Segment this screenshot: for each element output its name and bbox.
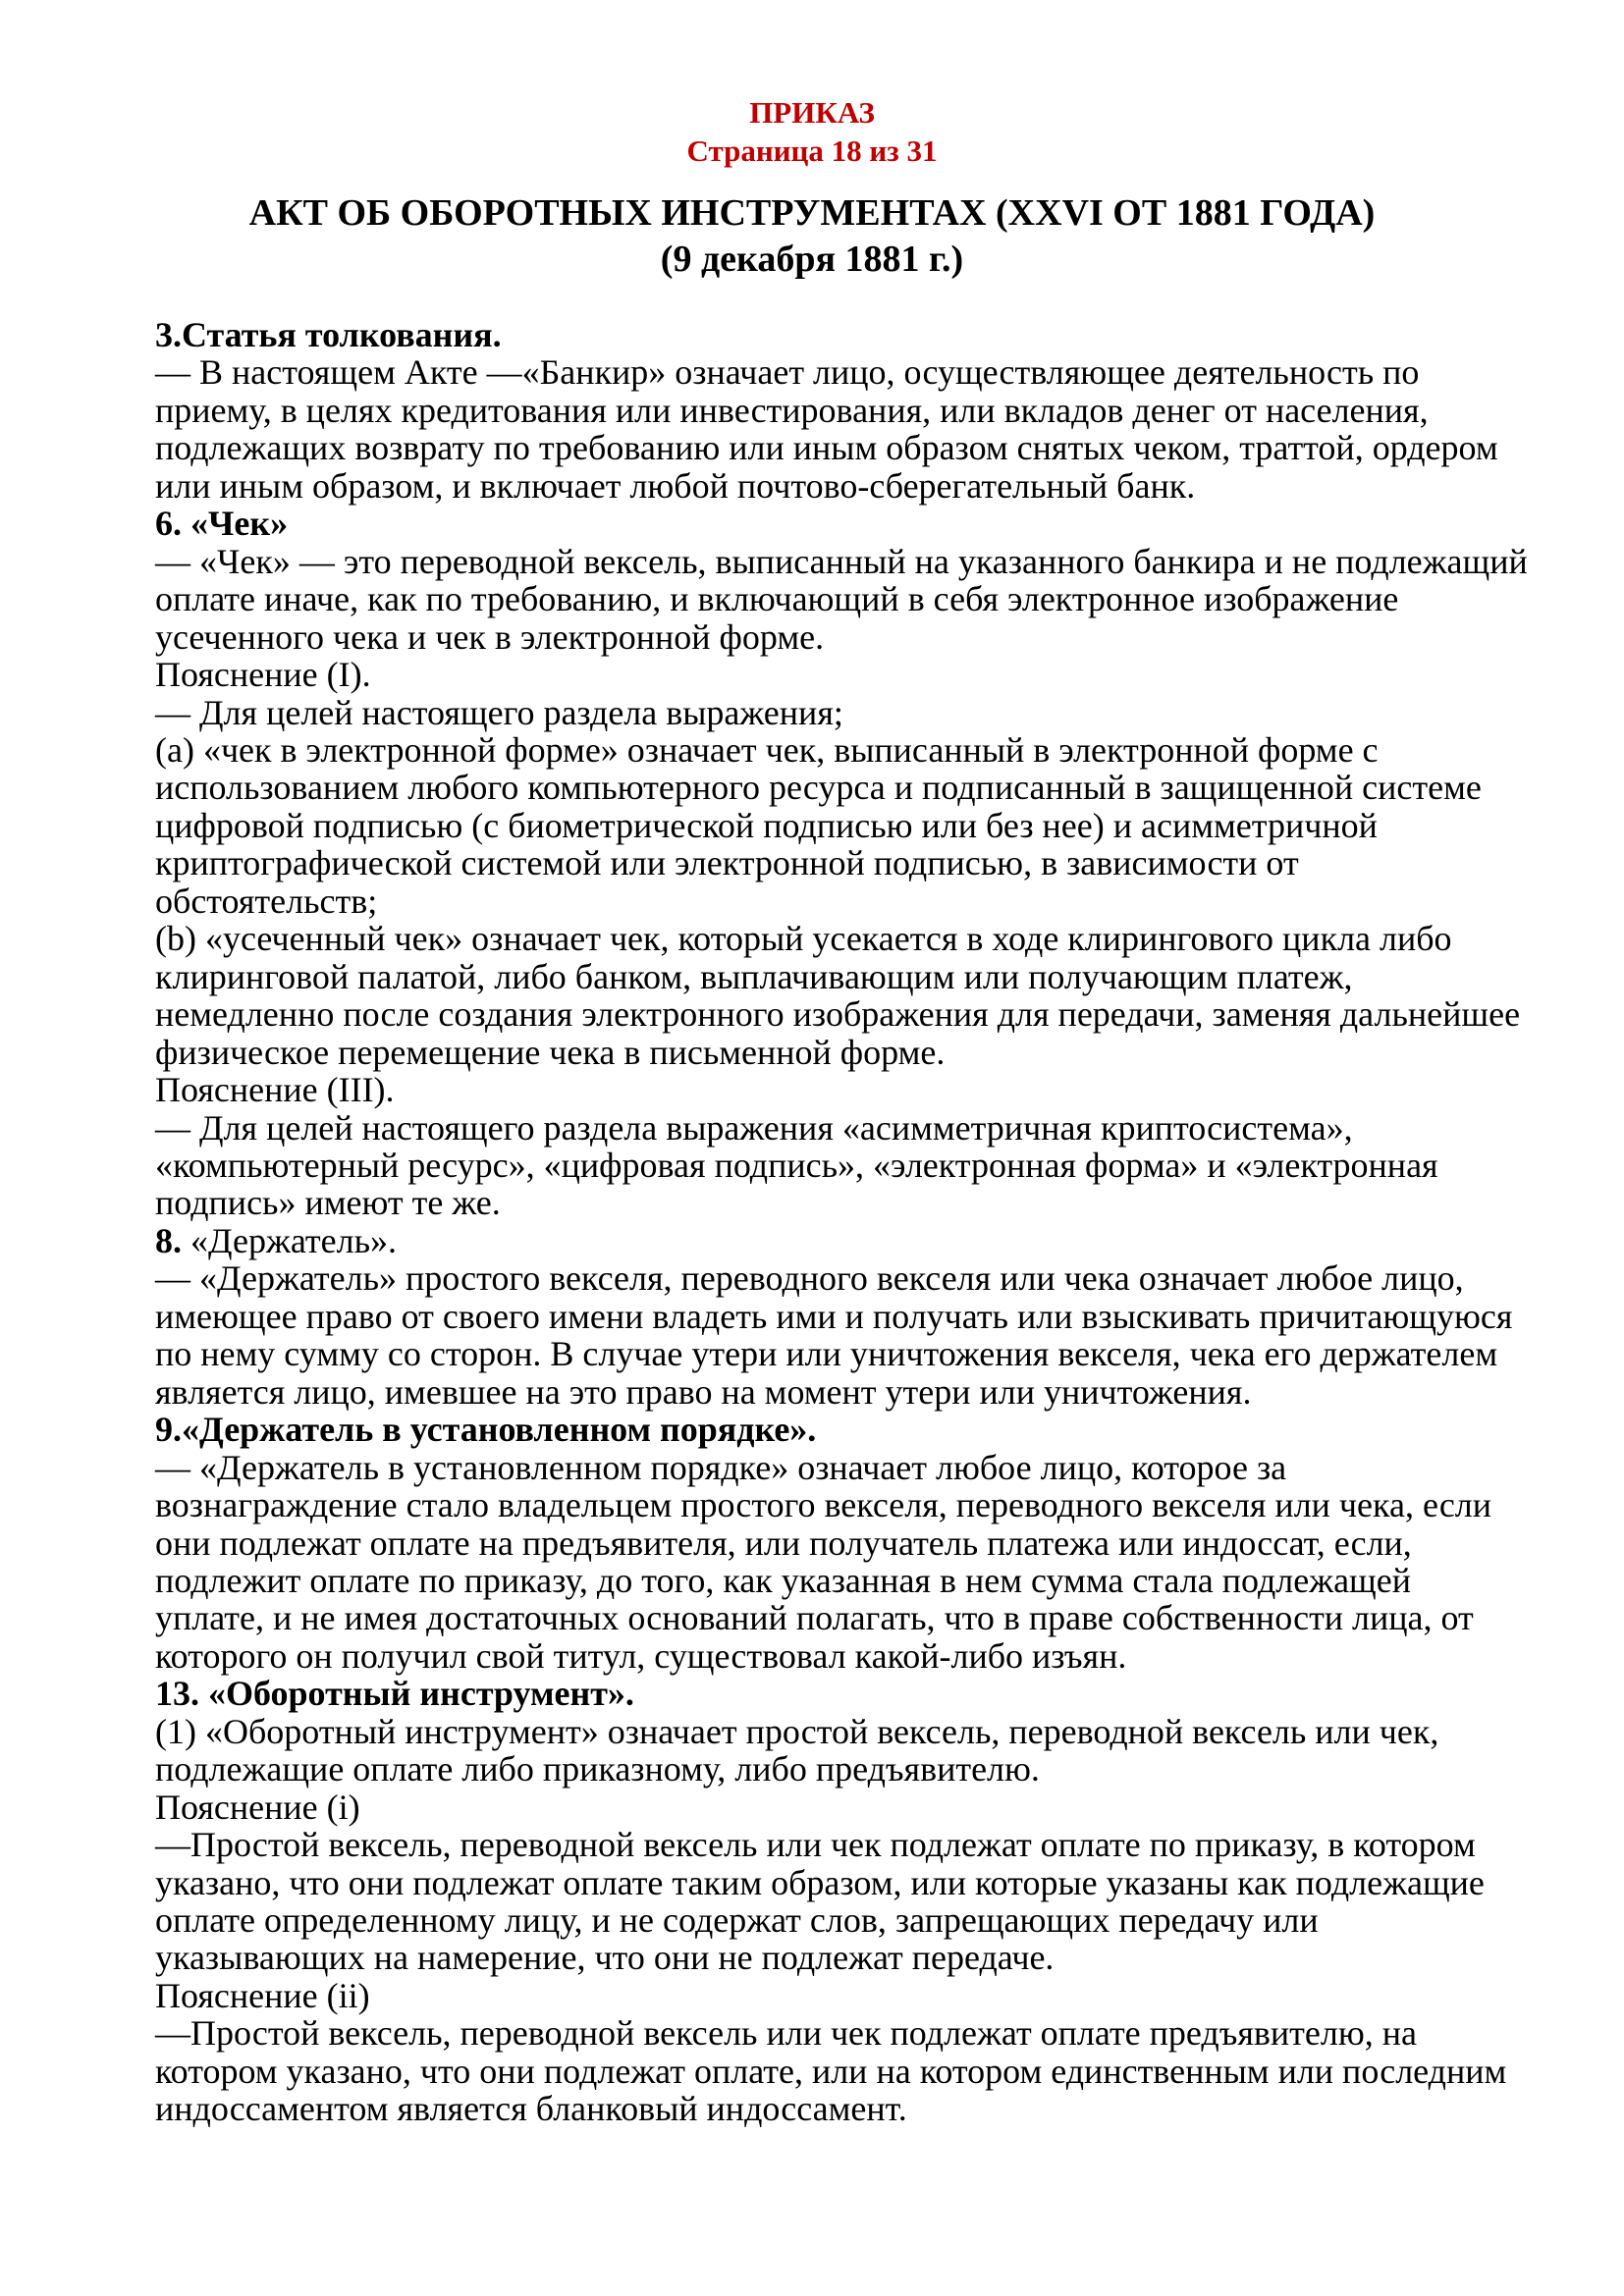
line-text: вознаграждение стало владельцем простого векселя, переводного векселя или чека, если: [155, 1485, 1492, 1525]
line-text: немедленно после создания электронного изображения для передачи, заменяя дальнейшее: [155, 994, 1521, 1035]
line-text: Пояснение (ii): [155, 1975, 370, 2015]
line-text-bold: 9.«Держатель в установленном порядке».: [155, 1410, 817, 1450]
document-line: [155, 1562, 1526, 1599]
line-text: — «Держатель» простого векселя, переводного векселя или чека означает любое лицо,: [155, 1258, 1464, 1299]
line-text: котором указано, что они подлежат оплате, или на котором единственным или последним: [155, 2051, 1507, 2091]
document-line: [155, 1637, 1526, 1675]
title-line-1: АКТ ОБ ОБОРОТНЫХ ИНСТРУМЕНТАХ (XXVI ОТ 1881 ГОДА): [248, 192, 1376, 234]
line-text: использованием любого компьютерного ресурса и подписанный в защищенной системе: [155, 768, 1482, 808]
document-line: [155, 1222, 1526, 1259]
document-line: [155, 1335, 1526, 1372]
line-text-bold: 8.: [155, 1220, 182, 1260]
header-page-indicator: Страница 18 из 31: [686, 133, 938, 168]
document-body: [155, 316, 1526, 2128]
document-line: [155, 1864, 1526, 1901]
document-line: [155, 353, 1526, 391]
line-text: которого он получил свой титул, существовал какой-либо изъян.: [155, 1635, 1127, 1676]
title-line-2: (9 декабря 1881 г.): [660, 239, 964, 280]
line-text: — Для целей настоящего раздела выражения «асимметричная криптосистема»,: [155, 1107, 1353, 1148]
document-line: [155, 882, 1526, 920]
document-line: [155, 656, 1526, 693]
line-text: уплате, и не имея достаточных оснований полагать, что в праве собственности лица, от: [155, 1598, 1474, 1638]
line-text: — «Держатель в установленном порядке» означает любое лицо, которое за: [155, 1447, 1287, 1487]
line-text: оплате иначе, как по требованию, и включающий в себя электронное изображение: [155, 579, 1399, 619]
document-line: [155, 1486, 1526, 1523]
document-line: [155, 2090, 1526, 2127]
line-text: обстоятельств;: [155, 881, 378, 921]
line-text: (b) «усеченный чек» означает чек, который усекается в ходе клирингового цикла либо: [155, 919, 1452, 959]
document-line: [155, 731, 1526, 769]
document-line: [155, 1524, 1526, 1562]
document-line: [155, 769, 1526, 806]
line-text: подлежащие оплате либо приказному, либо предъявителю.: [155, 1749, 1040, 1789]
document-line: [155, 1826, 1526, 1863]
document-line: [155, 467, 1526, 505]
document-line: [155, 505, 1526, 542]
line-text: «Держатель».: [182, 1220, 397, 1260]
line-text: Пояснение (III).: [155, 1070, 395, 1110]
document-line: [155, 543, 1526, 580]
line-text: подлежит оплате по приказу, до того, как указанная в нем сумма стала подлежащей: [155, 1560, 1412, 1600]
line-text: —Простой вексель, переводной вексель или чек подлежат оплате по приказу, в котором: [155, 1825, 1476, 1865]
document-title: [0, 190, 1624, 283]
document-line: [155, 1147, 1526, 1184]
line-text: «компьютерный ресурс», «цифровая подпись», «электронная форма» и «электронная: [155, 1145, 1438, 1185]
document-line: [155, 844, 1526, 881]
document-line: [155, 2053, 1526, 2090]
document-line: [155, 807, 1526, 844]
line-text: подлежащих возврату по требованию или иным образом снятых чеком, траттой, ордером: [155, 428, 1498, 468]
document-line: [155, 995, 1526, 1033]
line-text: имеющее право от своего имени владеть ими и получать или взыскивать причитающуюся: [155, 1296, 1513, 1336]
line-text: или иным образом, и включает любой почтово-сберегательный банк.: [155, 465, 1196, 506]
line-text: (1) «Оборотный инструмент» означает простой вексель, переводной вексель или чек,: [155, 1711, 1439, 1751]
line-text: подпись» имеют те же.: [155, 1183, 501, 1223]
line-text: —Простой вексель, переводной вексель или чек подлежат оплате предъявителю, на: [155, 2013, 1417, 2054]
document-line: [155, 316, 1526, 353]
line-text-bold: 3.Статья толкования.: [155, 315, 502, 354]
document-line: [155, 392, 1526, 429]
document-line: [155, 1977, 1526, 2014]
document-line: [155, 1750, 1526, 1788]
document-line: [155, 1939, 1526, 1976]
document-line: [155, 618, 1526, 656]
line-text: цифровой подписью (с биометрической подписью или без нее) и асимметричной: [155, 805, 1378, 845]
line-text: указывающих на намерение, что они не подлежат передаче.: [155, 1938, 1055, 1978]
document-line: [155, 1184, 1526, 1221]
line-text-bold: 13. «Оборотный инструмент».: [155, 1674, 634, 1714]
line-text: указано, что они подлежат оплате таким образом, или которые указаны как подлежащие: [155, 1862, 1485, 1902]
document-line: [155, 694, 1526, 731]
document-line: [155, 1373, 1526, 1411]
line-text: физическое перемещение чека в письменной форме.: [155, 1032, 946, 1072]
document-line: [155, 1713, 1526, 1750]
document-line: [155, 429, 1526, 466]
document-line: [155, 1411, 1526, 1448]
line-text: (a) «чек в электронной форме» означает чек, выписанный в электронной форме с: [155, 729, 1379, 770]
line-text: усеченного чека и чек в электронной форме.: [155, 616, 825, 657]
line-text: Пояснение (I).: [155, 655, 371, 695]
document-line: [155, 2014, 1526, 2052]
document-line: [155, 580, 1526, 617]
document-line: [155, 958, 1526, 995]
line-text: Пояснение (i): [155, 1787, 360, 1827]
document-line: [155, 1789, 1526, 1826]
line-text: по нему сумму со сторон. В случае утери или уничтожения векселя, чека его держателем: [155, 1334, 1498, 1374]
document-line: [155, 1599, 1526, 1636]
line-text: индоссаментом является бланковый индоссамент.: [155, 2089, 907, 2129]
page-header: [0, 94, 1624, 170]
line-text: является лицо, имевшее на это право на момент утери или уничтожения.: [155, 1371, 1252, 1412]
line-text: — В настоящем Акте —«Банкир» означает лицо, осуществляющее деятельность по: [155, 352, 1420, 393]
line-text: — «Чек» — это переводной вексель, выписанный на указанного банкира и не подлежащий: [155, 541, 1528, 581]
line-text: клиринговой палатой, либо банком, выплачивающим или получающим платеж,: [155, 956, 1353, 996]
document-line: [155, 1071, 1526, 1108]
line-text: криптографической системой или электронной подписью, в зависимости от: [155, 843, 1299, 883]
document-line: [155, 1298, 1526, 1335]
document-line: [155, 920, 1526, 957]
line-text: они подлежат оплате на предъявителя, или получатель платежа или индоссат, если,: [155, 1522, 1412, 1563]
header-doc-type: ПРИКАЗ: [749, 95, 875, 130]
document-line: [155, 1259, 1526, 1297]
line-text: — Для целей настоящего раздела выражения;: [155, 692, 843, 732]
document-line: [155, 1675, 1526, 1712]
line-text: оплате определенному лицу, и не содержат слов, запрещающих передачу или: [155, 1900, 1319, 1941]
document-line: [155, 1034, 1526, 1071]
document-line: [155, 1109, 1526, 1147]
line-text: приему, в целях кредитования или инвестирования, или вкладов денег от населения,: [155, 390, 1429, 430]
document-line: [155, 1449, 1526, 1486]
line-text-bold: 6. «Чек»: [155, 504, 289, 544]
document-line: [155, 1901, 1526, 1939]
